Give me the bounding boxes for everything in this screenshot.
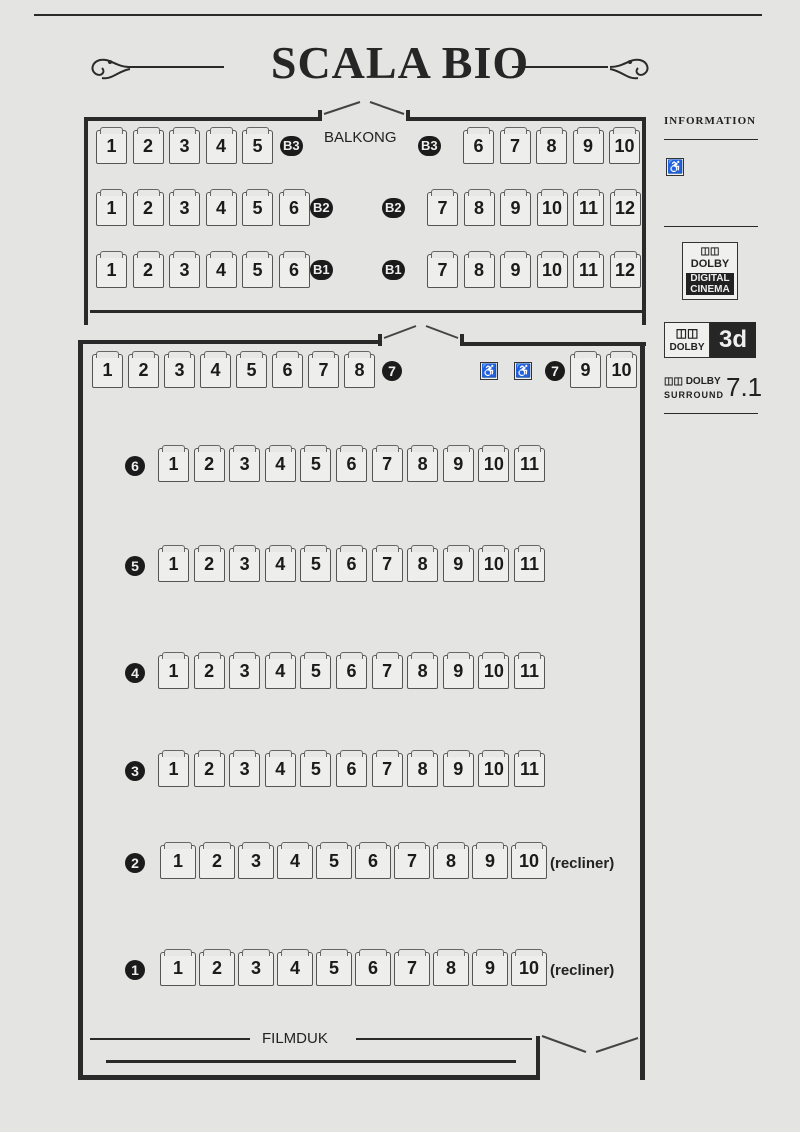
hall-wall-bottom xyxy=(78,1075,540,1080)
seat[interactable] xyxy=(265,655,296,689)
seat[interactable] xyxy=(164,354,195,388)
sidebar-rule-2 xyxy=(664,226,758,227)
seat-number: 9 xyxy=(453,454,464,474)
seat[interactable] xyxy=(169,130,200,164)
wheelchair-space-icon[interactable]: ♿ xyxy=(481,363,498,378)
seat[interactable] xyxy=(573,192,604,226)
seat-number: 6 xyxy=(288,198,299,218)
row-label-right: 7 xyxy=(545,361,565,381)
seat[interactable] xyxy=(229,548,260,582)
seat[interactable] xyxy=(199,845,235,879)
seat[interactable] xyxy=(300,448,331,482)
seat[interactable] xyxy=(609,130,640,164)
seat[interactable] xyxy=(200,354,231,388)
seat-number: 8 xyxy=(473,198,484,218)
seat[interactable] xyxy=(606,354,637,388)
seat-number: 2 xyxy=(211,958,222,978)
seat-number: 3 xyxy=(179,198,190,218)
seat[interactable] xyxy=(96,254,127,288)
seat-number: 1 xyxy=(168,554,179,574)
seat-number: 2 xyxy=(204,454,215,474)
seat[interactable] xyxy=(199,952,235,986)
seat-number: 1 xyxy=(106,198,117,218)
seat-number: 6 xyxy=(367,851,378,871)
seat[interactable] xyxy=(355,845,391,879)
seat[interactable] xyxy=(133,192,164,226)
seat-number: 8 xyxy=(417,759,428,779)
seat[interactable] xyxy=(242,254,273,288)
seat[interactable] xyxy=(194,655,225,689)
seat[interactable] xyxy=(229,753,260,787)
row-label-left: B3 xyxy=(280,136,303,156)
seat-number: 3 xyxy=(250,851,261,871)
seat[interactable] xyxy=(472,952,508,986)
row-label: 5 xyxy=(125,556,145,576)
seat[interactable] xyxy=(169,192,200,226)
seat[interactable] xyxy=(372,753,403,787)
seat-number: 11 xyxy=(578,260,599,280)
seat-number: 11 xyxy=(519,759,540,779)
seat-number: 5 xyxy=(310,454,321,474)
seat[interactable] xyxy=(610,254,641,288)
seat[interactable] xyxy=(160,952,196,986)
seat-number: 9 xyxy=(453,554,464,574)
wheelchair-space-icon[interactable]: ♿ xyxy=(515,363,532,378)
seat[interactable] xyxy=(272,354,303,388)
seat[interactable] xyxy=(478,753,509,787)
seat-number: 4 xyxy=(215,136,226,156)
seat-number: 2 xyxy=(142,198,153,218)
seat[interactable] xyxy=(464,192,495,226)
seat[interactable] xyxy=(308,354,339,388)
seat-number: 5 xyxy=(310,554,321,574)
hall-wall-top-right xyxy=(460,342,646,346)
seat-number: 9 xyxy=(484,851,495,871)
seat[interactable] xyxy=(128,354,159,388)
row-label: 3 xyxy=(125,761,145,781)
row-label-left: 7 xyxy=(382,361,402,381)
seat-number: 3 xyxy=(239,454,250,474)
dolby-3d-text: DOLBY xyxy=(669,342,705,353)
seat-number: 1 xyxy=(102,360,113,380)
seat-number: 5 xyxy=(252,136,263,156)
dolby-surround-number: 7.1 xyxy=(726,372,763,402)
seat-number: 7 xyxy=(318,360,329,380)
seat-number: 2 xyxy=(204,759,215,779)
seat-number: 5 xyxy=(252,260,263,280)
seat-number: 1 xyxy=(172,958,183,978)
seat-number: 9 xyxy=(484,958,495,978)
seat-number: 1 xyxy=(106,136,117,156)
seat-number: 10 xyxy=(518,958,540,978)
seat[interactable] xyxy=(355,952,391,986)
seat-number: 2 xyxy=(204,554,215,574)
balcony-door-icon xyxy=(322,98,408,120)
exit-door-icon xyxy=(540,1030,640,1058)
dolby-surround-dolby: DOLBY xyxy=(685,376,721,387)
seat-number: 8 xyxy=(417,661,428,681)
recliner-note: (recliner) xyxy=(550,855,615,872)
seat-number: 6 xyxy=(473,136,484,156)
seat-number: 2 xyxy=(211,851,222,871)
seat[interactable] xyxy=(478,448,509,482)
seat-number: 8 xyxy=(445,958,456,978)
balcony-wall-top-right xyxy=(406,117,646,121)
seat[interactable] xyxy=(316,952,352,986)
seat[interactable] xyxy=(407,448,438,482)
row-label-right: B1 xyxy=(382,260,405,280)
seat-number: 10 xyxy=(483,554,504,574)
seat[interactable] xyxy=(194,753,225,787)
seat-number: 5 xyxy=(252,198,263,218)
seat[interactable] xyxy=(344,354,375,388)
seat[interactable] xyxy=(537,192,568,226)
dolby-digital-cinema-logo xyxy=(682,242,738,300)
seat[interactable] xyxy=(242,130,273,164)
seat[interactable] xyxy=(570,354,601,388)
seat[interactable] xyxy=(265,548,296,582)
seat[interactable] xyxy=(463,130,494,164)
seat[interactable] xyxy=(194,548,225,582)
balcony-wall-bottom xyxy=(90,310,642,313)
seat-number: 12 xyxy=(614,260,636,280)
seat-number: 4 xyxy=(275,661,286,681)
seat[interactable] xyxy=(206,192,237,226)
seat-number: 5 xyxy=(310,661,321,681)
seat[interactable] xyxy=(300,753,331,787)
seat[interactable] xyxy=(407,548,438,582)
seat[interactable] xyxy=(427,254,458,288)
dolby-3d-mark: 3d xyxy=(710,322,756,358)
seat[interactable] xyxy=(372,655,403,689)
hall-wall-top-left xyxy=(78,340,382,344)
seat[interactable] xyxy=(316,845,352,879)
seat[interactable] xyxy=(206,130,237,164)
seat[interactable] xyxy=(443,448,474,482)
page-title: SCALA BIO xyxy=(270,37,530,88)
seat-number: 4 xyxy=(215,260,226,280)
seat[interactable] xyxy=(372,448,403,482)
seat[interactable] xyxy=(133,254,164,288)
balcony-wall-top-left xyxy=(84,117,322,121)
seat[interactable] xyxy=(158,655,189,689)
seat-number: 8 xyxy=(473,260,484,280)
seat[interactable] xyxy=(336,548,367,582)
seat-number: 1 xyxy=(168,661,179,681)
seat-number: 7 xyxy=(406,958,417,978)
seat-number: 6 xyxy=(367,958,378,978)
screen-label: FILMDUK xyxy=(262,1030,328,1047)
seat-number: 7 xyxy=(382,759,393,779)
seat[interactable] xyxy=(407,655,438,689)
dolby-surround-dd-icon: ◫◫ xyxy=(664,376,686,387)
seat-number: 5 xyxy=(310,759,321,779)
seat-number: 6 xyxy=(346,759,357,779)
seat-number: 8 xyxy=(417,554,428,574)
row-label-left: B2 xyxy=(310,198,333,218)
seat-number: 10 xyxy=(614,136,635,156)
seat[interactable] xyxy=(478,548,509,582)
seat-number: 10 xyxy=(541,260,563,280)
seat-number: 8 xyxy=(546,136,557,156)
seat-number: 7 xyxy=(382,454,393,474)
seat[interactable] xyxy=(160,845,196,879)
seat[interactable] xyxy=(300,655,331,689)
seat[interactable] xyxy=(573,254,604,288)
seat-number: 2 xyxy=(138,360,149,380)
hall-wall-left xyxy=(78,340,83,1080)
seat-number: 4 xyxy=(289,851,300,871)
seat[interactable] xyxy=(443,655,474,689)
dolby-dd-icon: ◫◫ xyxy=(700,246,720,257)
seat[interactable] xyxy=(158,753,189,787)
seat-number: 6 xyxy=(346,454,357,474)
seat[interactable] xyxy=(464,254,495,288)
seat[interactable] xyxy=(158,548,189,582)
seat-number: 9 xyxy=(510,198,521,218)
seat[interactable] xyxy=(407,753,438,787)
seat[interactable] xyxy=(443,753,474,787)
seat[interactable] xyxy=(433,952,469,986)
seat-number: 7 xyxy=(509,136,520,156)
dolby-digital-line2: DIGITAL xyxy=(686,273,734,284)
seat-number: 3 xyxy=(239,759,250,779)
seat-number: 3 xyxy=(174,360,185,380)
seat[interactable] xyxy=(133,130,164,164)
seat[interactable] xyxy=(238,952,274,986)
seat-number: 1 xyxy=(168,454,179,474)
wheelchair-icon: ♿ xyxy=(667,159,684,174)
seat[interactable] xyxy=(514,548,545,582)
seat-number: 10 xyxy=(611,360,632,380)
seat-number: 4 xyxy=(275,454,286,474)
seat[interactable] xyxy=(336,448,367,482)
seat[interactable] xyxy=(514,448,545,482)
seat[interactable] xyxy=(536,130,567,164)
seat[interactable] xyxy=(277,845,313,879)
dolby-3d-dd-icon: ◫◫ xyxy=(675,326,699,340)
seat-number: 9 xyxy=(510,260,521,280)
dolby-surround-line1 xyxy=(664,376,721,387)
seat-number: 11 xyxy=(519,661,540,681)
seat[interactable] xyxy=(300,548,331,582)
seat[interactable] xyxy=(169,254,200,288)
seat-number: 4 xyxy=(210,360,221,380)
seat[interactable] xyxy=(537,254,568,288)
information-heading: INFORMATION xyxy=(664,115,757,127)
row-label: 4 xyxy=(125,663,145,683)
seat[interactable] xyxy=(394,845,430,879)
seat[interactable] xyxy=(443,548,474,582)
seat-number: 4 xyxy=(289,958,300,978)
row-label: 2 xyxy=(125,853,145,873)
seat-number: 3 xyxy=(179,136,190,156)
seat-number: 10 xyxy=(518,851,540,871)
seat-number: 6 xyxy=(288,260,299,280)
hall-door-icon xyxy=(382,322,462,344)
seat-number: 7 xyxy=(382,554,393,574)
seat-number: 4 xyxy=(275,759,286,779)
seat-number: 3 xyxy=(239,661,250,681)
seat-number: 1 xyxy=(106,260,117,280)
seat-number: 6 xyxy=(346,661,357,681)
seat[interactable] xyxy=(472,845,508,879)
seat[interactable] xyxy=(206,254,237,288)
seat-number: 2 xyxy=(142,136,153,156)
seat[interactable] xyxy=(279,254,310,288)
seat[interactable] xyxy=(242,192,273,226)
seat[interactable] xyxy=(96,192,127,226)
balcony-wall-right xyxy=(642,117,646,325)
seat[interactable] xyxy=(238,845,274,879)
seat-number: 2 xyxy=(142,260,153,280)
seat-number: 6 xyxy=(282,360,293,380)
seat[interactable] xyxy=(96,130,127,164)
seat-number: 10 xyxy=(483,454,504,474)
seat[interactable] xyxy=(514,655,545,689)
row-label: 6 xyxy=(125,456,145,476)
seat-number: 3 xyxy=(250,958,261,978)
hall-wall-right xyxy=(640,342,645,1080)
seat-number: 8 xyxy=(354,360,365,380)
seat-number: 11 xyxy=(519,554,540,574)
seat-number: 7 xyxy=(406,851,417,871)
seat-number: 9 xyxy=(453,759,464,779)
seat[interactable] xyxy=(500,254,531,288)
seat-number: 10 xyxy=(483,759,504,779)
seat-number: 12 xyxy=(614,198,636,218)
balcony-label: BALKONG xyxy=(324,129,397,146)
seat[interactable] xyxy=(229,655,260,689)
seat-number: 8 xyxy=(445,851,456,871)
seat-number: 5 xyxy=(328,851,339,871)
seat[interactable] xyxy=(573,130,604,164)
dolby-digital-line3: CINEMA xyxy=(686,284,734,295)
dolby-digital-line1: DOLBY xyxy=(690,258,730,270)
seat[interactable] xyxy=(427,192,458,226)
seat-number: 9 xyxy=(580,360,591,380)
seat-number: 9 xyxy=(582,136,593,156)
seat[interactable] xyxy=(92,354,123,388)
seat[interactable] xyxy=(433,845,469,879)
seat-number: 5 xyxy=(246,360,257,380)
top-rule xyxy=(34,14,762,16)
seat[interactable] xyxy=(279,192,310,226)
seat-number: 11 xyxy=(578,198,599,218)
seat[interactable] xyxy=(265,753,296,787)
seat[interactable] xyxy=(500,192,531,226)
seat-number: 3 xyxy=(179,260,190,280)
seat[interactable] xyxy=(610,192,641,226)
seat-number: 3 xyxy=(239,554,250,574)
seat[interactable] xyxy=(478,655,509,689)
seat[interactable] xyxy=(500,130,531,164)
seat-number: 10 xyxy=(483,661,504,681)
seat-number: 1 xyxy=(172,851,183,871)
seat[interactable] xyxy=(394,952,430,986)
seat-number: 7 xyxy=(437,198,448,218)
seat[interactable] xyxy=(336,753,367,787)
sidebar-rule-1 xyxy=(664,139,758,140)
seat-number: 4 xyxy=(215,198,226,218)
seat-number: 5 xyxy=(328,958,339,978)
dolby-3d-logo xyxy=(664,322,710,358)
seat[interactable] xyxy=(277,952,313,986)
recliner-note: (recliner) xyxy=(550,962,615,979)
row-label-left: B1 xyxy=(310,260,333,280)
seat-number: 11 xyxy=(519,454,540,474)
seat[interactable] xyxy=(514,753,545,787)
sidebar-rule-3 xyxy=(664,413,758,414)
dolby-surround-line2: SURROUND xyxy=(664,390,725,400)
row-label-right: B3 xyxy=(418,136,441,156)
seat[interactable] xyxy=(511,845,547,879)
row-label: 1 xyxy=(125,960,145,980)
screen-rule-left xyxy=(90,1038,250,1040)
balcony-wall-left xyxy=(84,117,88,325)
screen xyxy=(106,1060,516,1063)
seat-number: 1 xyxy=(168,759,179,779)
seat[interactable] xyxy=(236,354,267,388)
screen-rule-right xyxy=(356,1038,532,1040)
seat-number: 8 xyxy=(417,454,428,474)
seat[interactable] xyxy=(372,548,403,582)
seat-number: 9 xyxy=(453,661,464,681)
seat[interactable] xyxy=(265,448,296,482)
seat[interactable] xyxy=(194,448,225,482)
seat-number: 4 xyxy=(275,554,286,574)
seat-number: 2 xyxy=(204,661,215,681)
seat-number: 7 xyxy=(382,661,393,681)
seat[interactable] xyxy=(158,448,189,482)
seat[interactable] xyxy=(511,952,547,986)
seat-number: 6 xyxy=(346,554,357,574)
row-label-right: B2 xyxy=(382,198,405,218)
seat[interactable] xyxy=(336,655,367,689)
seat-number: 10 xyxy=(541,198,563,218)
seat[interactable] xyxy=(229,448,260,482)
seat-number: 7 xyxy=(437,260,448,280)
